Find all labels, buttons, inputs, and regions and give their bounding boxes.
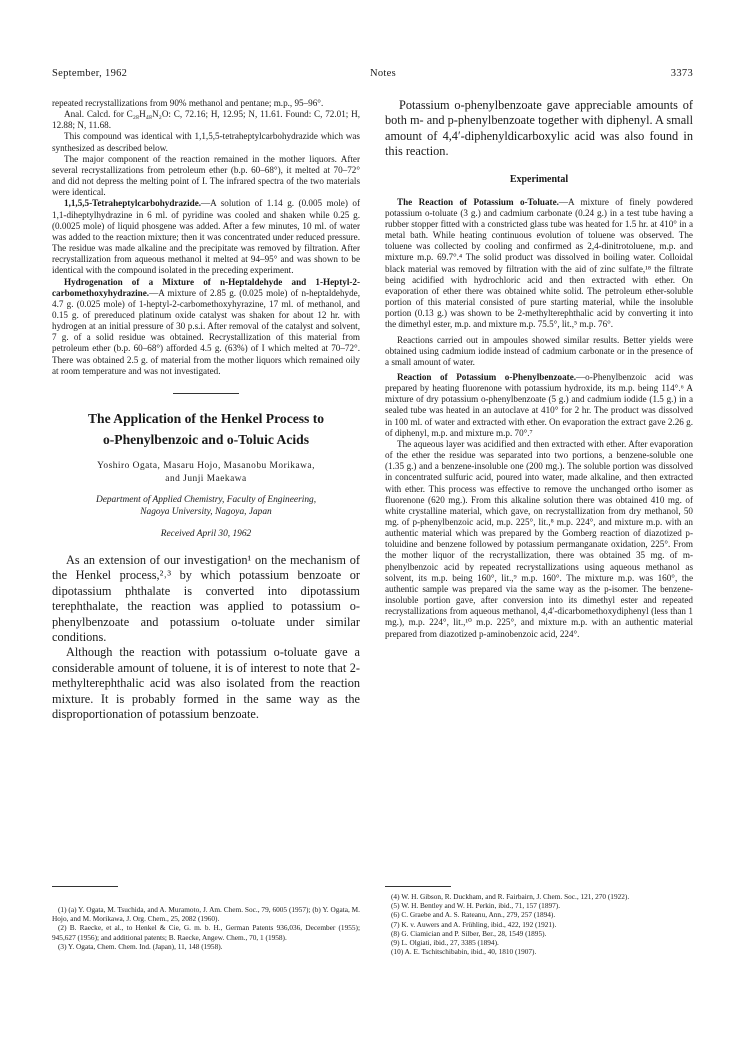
run-in-heading: Reaction of Potassium o-Phenylbenzoate. xyxy=(397,371,577,382)
authors xyxy=(52,460,360,486)
run-in-heading: The Reaction of Potassium o-Toluate. xyxy=(397,196,559,207)
header-section: Notes xyxy=(370,68,396,79)
footnote: (7) K. v. Auwers and A. Frühling, ibid., 422, 192 (1921). xyxy=(391,919,557,929)
received-date: Received April 30, 1962 xyxy=(160,528,252,539)
paragraph-body: —A mixture of 2.85 g. (0.025 mole) of n-heptaldehyde, 4.7 g. (0.025 mole) of 1-heptyl-2-carbomethoxyhyrazine, 17 ml. of methanol, and 0.15 g. of prereduced platinum oxide catalyst was shaken for about 12 hr. with hydrogen at an initial pressure of 30 p.s.i. After removal of the catalyst and solvent, 7 g. of a solid residue was obtained. Recrystallization of this material from petroleum ether (b.p. 60–68°) afforded 4.5 g. (63%) of I which melted at 70–72°. There was obtained 2.5 g. of material from the mother liquors which remained oily at room temperature and was not investigated. xyxy=(52,287,360,376)
paragraph: The aqueous layer was acidified and then extracted with ether. After evaporation of the ether the residue was separated into two portions, a benzene-soluble one (1.35 g.) and a benzene-insoluble one (200 mg.). The soluble portion was dissolved in concentrated sulfuric acid, poured into water, made alkaline, and then extracted with ether. This process was effective to remove the unchanged ortho isomer as fluorenone (620 mg.). From this alkaline solution there was obtained 410 mg. of white crystalline material, which gave, on recrystallization from dry methanol, 50 mg. of p-phenylbenzoic acid, m.p. 225°, lit.,⁸ m.p. 224°, and mixture m.p. with an authentic material which was prepared by the Gomberg reaction of diazotized p-toluidine and benzene followed by potassium permanganate oxidation, 225°. From the mother liquor of the recrystallization, there was obtained 35 mg. of m-phenylbenzoic acid by repeated recrystallizations using aqueous methanol as solvent, its m.p. being 160°, lit.,⁹ m.p. 160°. The mixture m.p. was 160°, the authentic sample was prepared via the same way as the p-isomer. The benzene-insoluble portion gave, after conversion into its dimethyl ester and repeated recrystallizations from aqueous methanol, 4,4′-dicarbomethoxydiphenyl (less than 1 mg.), m.p. 224°, lit.,¹⁰ m.p. 225°, and mixture m.p. with an authentic material prepared from diazotized p-aminobenzoic acid, 224°. xyxy=(385,438,693,639)
paragraph-body: —A mixture of finely powdered potassium o-toluate (3 g.) and cadmium carbonate (0.24 g.) in a test tube having a rubber stopper fitted with a constricted glass tube was heated for 1.5 hr. at 410° in a metal bath. While heating continuous evolution of toluene was observed. The toluene was collected by cooling and confirmed as 2,4-dinitrotoluene, m.p. and mixture m.p. 69.7°.⁴ The solid product was dissolved in boiling water. Colloidal black material was removed by filtration with the aid of zinc sulfate,¹⁸ the filtrate being acidified with hydrochloric acid and then extracted with ether. On evaporation of ether there was obtained white solid. The petroleum ether-soluble portion of this material consisted of pure starting material, while the insoluble portion (0.13 g.) was shown to be 2-methylterephthalic acid by converting it into the dimethyl ester, m.p. and mixture m.p. 75.5°, lit.,⁵ m.p. 76°. xyxy=(385,196,693,330)
paragraph: This compound was identical with 1,1,5,5-tetraheptylcarbohydrazide which was synthesized as described below. xyxy=(52,131,360,153)
footnote: (8) G. Ciamician and P. Silber, Ber., 28, 1549 (1895). xyxy=(391,928,547,938)
analysis-paragraph: Anal. Calcd. for C₂₈H₄₈N₂O: C, 72.16; H, 12.95; N, 11.61. Found: C, 72.01; H, 12.88; N, 11.68. xyxy=(52,109,360,131)
section-heading: Experimental xyxy=(509,173,569,185)
left-column xyxy=(52,98,360,722)
footnote: (4) W. H. Gibson, R. Duckham, and R. Fairbairn, J. Chem. Soc., 121, 270 (1922). xyxy=(391,892,630,901)
intro-paragraph: Although the reaction with potassium o-toluate gave a considerable amount of toluene, it is of interest to note that 2-methylterephthalic acid was also isolated from the reaction mixture. It is probably formed in the same way as the disproportionation of potassium benzoate. xyxy=(52,645,360,721)
footnote-rule xyxy=(52,886,118,887)
footnote-rule xyxy=(385,886,451,887)
paragraph: Reactions carried out in ampoules showed similar results. Better yields were obtained using cadmium iodide instead of cadmium carbonate or in the presence of a small amount of water. xyxy=(385,334,693,367)
footnote: (6) C. Graebe and A. S. Rateanu, Ann., 279, 257 (1894). xyxy=(391,910,556,920)
footnote: (10) A. E. Tschitschibabin, ibid., 40, 1810 (1907). xyxy=(391,947,537,957)
paragraph xyxy=(52,277,360,377)
article-title xyxy=(52,408,360,450)
footnotes-left xyxy=(52,905,360,951)
running-header xyxy=(52,68,693,82)
footnote: (9) L. Olgiati, ibid., 27, 3385 (1894). xyxy=(391,938,499,948)
run-in-heading: 1,1,5,5-Tetraheptylcarbohydrazide. xyxy=(64,198,202,209)
authors-line: Yoshiro Ogata, Masaru Hojo, Masanobu Morikawa, xyxy=(97,460,315,471)
affiliation xyxy=(52,494,360,519)
paragraph xyxy=(385,372,693,439)
footnote: (3) Y. Ogata, Chem. Chem. Ind. (Japan), 11, 148 (1958). xyxy=(58,941,223,951)
footnote: (5) W. H. Bentley and W. H. Perkin, ibid., 71, 157 (1897). xyxy=(391,901,561,911)
paragraph xyxy=(385,197,693,331)
footnote: (2) B. Raecke, et al., to Henkel & Cie, G. m. b. H., German Patents 936,036, December (1955); 945,627 (1956); and additional patents; B. Raecke, Angew. Chem., 70, 1 (1958). xyxy=(52,923,360,942)
page-number: 3373 xyxy=(670,68,693,79)
paragraph-body: —o-Phenylbenzoic acid was prepared by heating fluorenone with potassium hydroxide, its m.p. being 114°.⁶ A mixture of dry potassium o-phenylbenzoate (5 g.) and cadmium iodide (1.5 g.) in a sealed tube was heated in an autoclave at 410° for 2 hr. The product was dissolved in 100 ml. of water and extracted with ether. On evaporation the extract gave 2.26 g. of diphenyl, m.p. and mixture m.p. 70°.⁷ xyxy=(385,371,693,438)
paragraph: The major component of the reaction remained in the mother liquors. After several recrystallizations from petroleum ether (b.p. 60–68°), it melted at 70–72° and did not depress the melting point of I. The infrared spectra of the two materials were identical. xyxy=(52,153,360,198)
run-in-heading: Hydrogenation of a Mixture of n-Heptaldehyde and 1-Heptyl-2-carbomethoxyhydrazine. xyxy=(52,276,360,298)
footnote: (1) (a) Y. Ogata, M. Tsuchida, and A. Muramoto, J. Am. Chem. Soc., 79, 6005 (1957); (b) Y. Ogata, M. Hojo, and M. Morikawa, J. Org. Chem., 25, 2082 (1960). xyxy=(52,905,360,924)
affiliation-line: Nagoya University, Nagoya, Japan xyxy=(140,507,272,518)
right-column xyxy=(385,98,693,640)
separator-rule xyxy=(173,393,239,394)
affiliation-line: Department of Applied Chemistry, Faculty of Engineering, xyxy=(95,494,317,505)
paragraph xyxy=(52,198,360,276)
title-line: The Application of the Henkel Process to xyxy=(87,410,325,426)
authors-line: and Junji Maekawa xyxy=(165,473,247,484)
paragraph-body: —A solution of 1.14 g. (0.005 mole) of 1,1-diheptylhydrazine in 6 ml. of pyridine was cooled and shaken while 0.25 g. (0.0025 mole) of liquid phosgene was added. After a few minutes, 10 ml. of water was added to the reaction mixture; then it was concentrated under reduced pressure. The residue was made alkaline and the precipitate was removed by filtration. After recrystallization from aqueous methanol it melted at 94–95° and was shown to be identical with the compound isolated in the preceding experiment. xyxy=(52,198,360,276)
intro-paragraph: Potassium o-phenylbenzoate gave appreciable amounts of both m- and p-phenylbenzoate together with diphenyl. A small amount of 4,4′-diphenyldicarboxylic acid was also found in this reaction. xyxy=(385,98,693,159)
header-date: September, 1962 xyxy=(52,68,128,79)
title-line: o-Phenylbenzoic and o-Toluic Acids xyxy=(102,431,310,447)
footnotes-right xyxy=(385,892,693,956)
intro-paragraph: As an extension of our investigation¹ on the mechanism of the Henkel process,²˒³ by which potassium benzoate or dipotassium phthalate is converted into dipotassium terephthalate, the reaction was applied to potassium o-phenylbenzoate and potassium o-toluate under similar conditions. xyxy=(52,552,360,644)
paragraph: repeated recrystallizations from 90% methanol and pentane; m.p., 95–96°. xyxy=(52,98,324,108)
